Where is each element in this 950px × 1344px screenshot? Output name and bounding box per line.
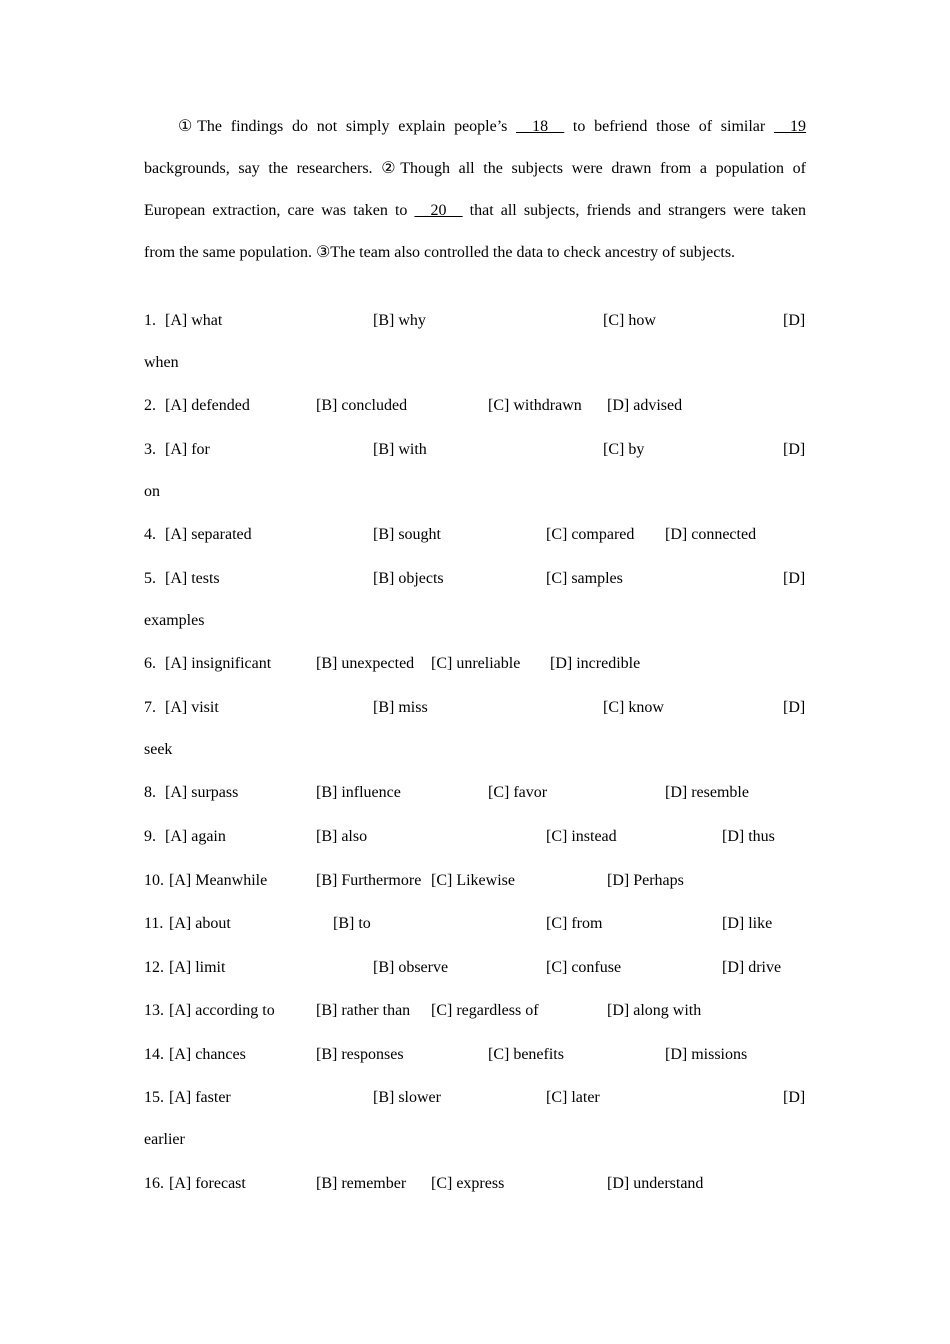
option-d[interactable]: [D] understand [607,1175,704,1192]
question-number: 2. [144,397,156,414]
option-c[interactable]: [C] express [431,1175,505,1192]
option-b[interactable]: [B] influence [316,784,401,801]
question-number: 7. [144,699,156,716]
option-c[interactable]: [C] Likewise [431,872,515,889]
option-c[interactable]: [C] from [546,915,603,932]
question-number: 14. [144,1046,164,1063]
option-b[interactable]: [B] to [333,915,371,932]
blank-18: __18__ [516,118,565,135]
passage-text: that all subjects, friends and strangers were taken [462,202,806,219]
question-number: 13. [144,1002,164,1019]
option-a[interactable]: [A] about [169,915,231,932]
question-number: 6. [144,655,156,672]
option-a[interactable]: [A] insignificant [165,655,272,672]
option-d[interactable]: [D] advised [607,397,683,414]
passage-text: from the same population. ③The team also controlled the data to check ancestry of subjects. [144,244,736,261]
option-d-continued[interactable]: earlier [144,1131,185,1148]
option-d-continued[interactable]: on [144,483,160,500]
passage-line [144,190,806,232]
option-a[interactable]: [A] limit [169,959,226,976]
option-c[interactable]: [C] samples [546,570,623,587]
option-c[interactable]: [C] by [603,441,645,458]
option-a[interactable]: [A] chances [169,1046,246,1063]
option-d[interactable]: [D] [783,312,806,329]
passage-line [144,106,806,148]
option-d[interactable]: [D] along with [607,1002,702,1019]
passage-paragraph [144,106,806,274]
option-c[interactable]: [C] unreliable [431,655,521,672]
option-d[interactable]: [D] drive [722,959,782,976]
option-a[interactable]: [A] according to [169,1002,275,1019]
option-d[interactable]: [D] [783,570,806,587]
option-d[interactable]: [D] like [722,915,773,932]
option-c[interactable]: [C] later [546,1089,600,1106]
option-b[interactable]: [B] concluded [316,397,408,414]
option-d[interactable]: [D] Perhaps [607,872,684,889]
option-d[interactable]: [D] connected [665,526,757,543]
passage-text: European extraction, care was taken to [144,202,415,219]
option-c[interactable]: [C] know [603,699,664,716]
option-a[interactable]: [A] separated [165,526,252,543]
question-number: 3. [144,441,156,458]
option-d[interactable]: [D] thus [722,828,775,845]
option-a[interactable]: [A] Meanwhile [169,872,268,889]
option-a[interactable]: [A] visit [165,699,219,716]
option-c[interactable]: [C] favor [488,784,548,801]
question-number: 9. [144,828,156,845]
passage-text: to befriend those of similar [564,118,774,135]
passage-line [144,232,806,274]
option-b[interactable]: [B] also [316,828,368,845]
option-a[interactable]: [A] again [165,828,226,845]
option-b[interactable]: [B] with [373,441,427,458]
option-b[interactable]: [B] slower [373,1089,441,1106]
option-b[interactable]: [B] sought [373,526,441,543]
option-d[interactable]: [D] [783,1089,806,1106]
question-number: 8. [144,784,156,801]
blank-19: __19 [774,118,806,135]
option-c[interactable]: [C] instead [546,828,617,845]
question-number: 10. [144,872,164,889]
blank-20: __20__ [414,202,463,219]
option-b[interactable]: [B] Furthermore [316,872,422,889]
option-d-continued[interactable]: seek [144,741,173,758]
passage-text: backgrounds, say the researchers. ②Though all the subjects were drawn from a population of [144,160,806,177]
option-b[interactable]: [B] why [373,312,426,329]
option-d-continued[interactable]: examples [144,612,205,629]
option-c[interactable]: [C] regardless of [431,1002,539,1019]
option-c[interactable]: [C] compared [546,526,635,543]
passage-line [144,148,806,190]
option-c[interactable]: [C] withdrawn [488,397,582,414]
option-a[interactable]: [A] defended [165,397,250,414]
option-a[interactable]: [A] faster [169,1089,231,1106]
option-a[interactable]: [A] what [165,312,223,329]
option-b[interactable]: [B] remember [316,1175,407,1192]
option-b[interactable]: [B] miss [373,699,428,716]
question-number: 5. [144,570,156,587]
question-number: 11. [144,915,164,932]
question-number: 15. [144,1089,164,1106]
option-d[interactable]: [D] missions [665,1046,748,1063]
option-b[interactable]: [B] unexpected [316,655,415,672]
option-a[interactable]: [A] forecast [169,1175,246,1192]
option-c[interactable]: [C] benefits [488,1046,564,1063]
option-d[interactable]: [D] incredible [550,655,641,672]
option-c[interactable]: [C] confuse [546,959,622,976]
question-number: 1. [144,312,156,329]
option-b[interactable]: [B] objects [373,570,444,587]
question-number: 12. [144,959,164,976]
passage-text: ①The findings do not simply explain people’s [178,118,517,135]
option-d-continued[interactable]: when [144,354,179,371]
question-number: 16. [144,1175,164,1192]
option-a[interactable]: [A] tests [165,570,220,587]
option-b[interactable]: [B] responses [316,1046,404,1063]
option-d[interactable]: [D] [783,699,806,716]
option-c[interactable]: [C] how [603,312,656,329]
question-number: 4. [144,526,156,543]
option-b[interactable]: [B] observe [373,959,449,976]
option-b[interactable]: [B] rather than [316,1002,411,1019]
option-a[interactable]: [A] for [165,441,210,458]
option-d[interactable]: [D] resemble [665,784,749,801]
option-a[interactable]: [A] surpass [165,784,239,801]
option-d[interactable]: [D] [783,441,806,458]
